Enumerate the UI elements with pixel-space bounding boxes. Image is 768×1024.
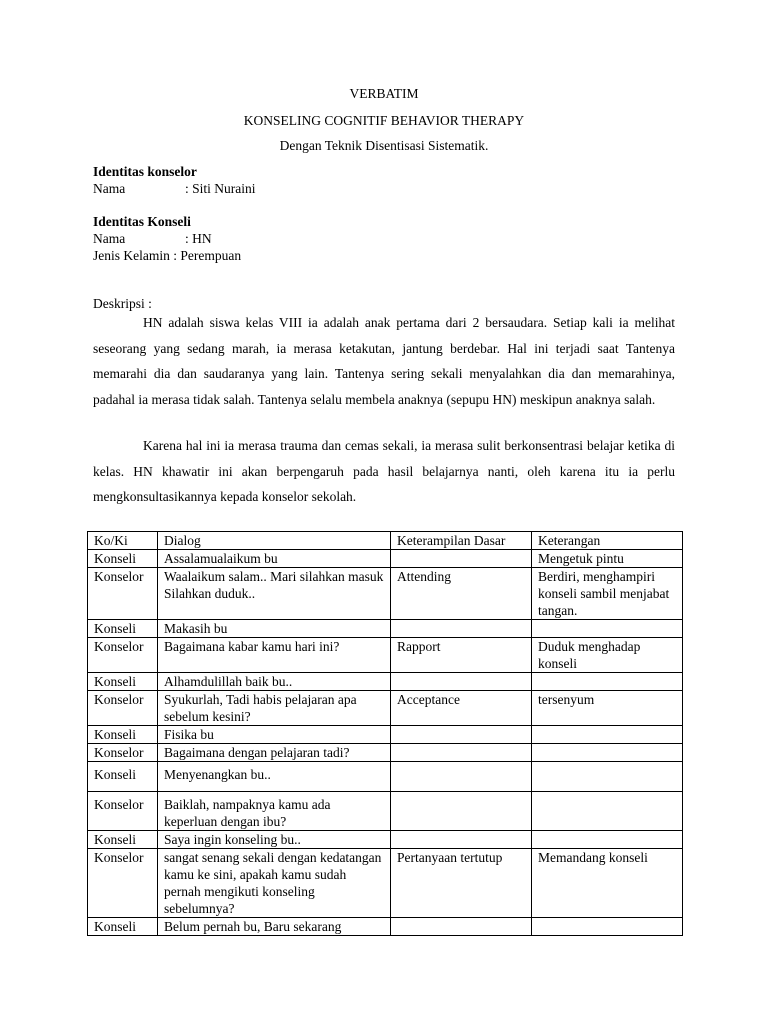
dialog-cell: Baiklah, nampaknya kamu ada keperluan dengan ibu? (158, 792, 391, 831)
skill-cell (391, 792, 532, 831)
skill-cell: Rapport (391, 638, 532, 673)
konselor-name-value: : Siti Nuraini (185, 181, 256, 196)
speaker-cell: Konselor (88, 744, 158, 762)
skill-cell: Acceptance (391, 691, 532, 726)
dialog-cell: Fisika bu (158, 726, 391, 744)
speaker-cell: Konselor (88, 638, 158, 673)
dialog-table (87, 531, 683, 936)
konselor-name-row (93, 181, 256, 197)
table-row (88, 638, 683, 673)
skill-cell (391, 918, 532, 936)
note-cell: Memandang konseli (532, 849, 683, 918)
note-cell (532, 726, 683, 744)
table-row (88, 550, 683, 568)
speaker-cell: Konselor (88, 568, 158, 620)
table-row (88, 568, 683, 620)
dialog-cell: Saya ingin konseling bu.. (158, 831, 391, 849)
speaker-cell: Konseli (88, 726, 158, 744)
speaker-cell: Konseli (88, 673, 158, 691)
konseli-heading: Identitas Konseli (93, 214, 191, 229)
skill-cell (391, 726, 532, 744)
header-cell-keterampilan: Keterampilan Dasar (391, 532, 532, 550)
dialog-cell: Belum pernah bu, Baru sekarang (158, 918, 391, 936)
konseli-gender-label: Jenis Kelamin (93, 248, 170, 263)
dialog-cell: sangat senang sekali dengan kedatangan kamu ke sini, apakah kamu sudah pernah mengikuti konseling sebelumnya? (158, 849, 391, 918)
speaker-cell: Konselor (88, 792, 158, 831)
note-cell (532, 918, 683, 936)
dialog-cell: Bagaimana dengan pelajaran tadi? (158, 744, 391, 762)
konseli-name-label: Nama (93, 231, 126, 246)
table-row (88, 691, 683, 726)
table-header-row (88, 532, 683, 550)
note-cell (532, 673, 683, 691)
table-row (88, 744, 683, 762)
document-title: VERBATIM (349, 86, 419, 101)
document-technique: Dengan Teknik Disentisasi Sistematik. (279, 138, 489, 153)
dialog-cell: Menyenangkan bu.. (158, 762, 391, 792)
note-cell (532, 831, 683, 849)
deskripsi-paragraph-2-text: Karena hal ini ia merasa trauma dan cemas sekali, ia merasa sulit berkonsentrasi belajar ketika di kelas. HN khawatir ini akan berpengaruh pada hasil belajarnya nanti, oleh karena itu ia perlu mengkonsultasikannya kepada konselor sekolah. (93, 438, 675, 504)
table-row (88, 831, 683, 849)
dialog-cell: Waalaikum salam.. Mari silahkan masuk Silahkan duduk.. (158, 568, 391, 620)
skill-cell (391, 831, 532, 849)
dialog-cell: Makasih bu (158, 620, 391, 638)
note-cell (532, 620, 683, 638)
konselor-heading: Identitas konselor (93, 164, 197, 179)
dialog-cell: Assalamualaikum bu (158, 550, 391, 568)
skill-cell: Attending (391, 568, 532, 620)
header-cell-dialog: Dialog (158, 532, 391, 550)
dialog-cell: Alhamdulillah baik bu.. (158, 673, 391, 691)
table-row (88, 762, 683, 792)
table-row (88, 620, 683, 638)
deskripsi-paragraph-1-text: HN adalah siswa kelas VIII ia adalah anak pertama dari 2 bersaudara. Setiap kali ia melihat seseorang yang sedang marah, ia merasa ketakutan, jantung berdebar. Hal ini terjadi saat Tantenya memarahi dia dan saudaranya yang lain. Tantenya sering sekali menyalahkan dia dan memarahinya, padahal ia merasa tidak salah. Tantenya selalu membela anaknya (sepupu HN) meskipun anaknya salah. (93, 315, 675, 407)
note-cell: tersenyum (532, 691, 683, 726)
skill-cell (391, 550, 532, 568)
speaker-cell: Konseli (88, 550, 158, 568)
table-row (88, 918, 683, 936)
skill-cell (391, 744, 532, 762)
table-row (88, 673, 683, 691)
document-subtitle: KONSELING COGNITIF BEHAVIOR THERAPY (243, 113, 525, 128)
konseli-gender-row (93, 248, 241, 264)
speaker-cell: Konseli (88, 620, 158, 638)
skill-cell (391, 673, 532, 691)
note-cell: Berdiri, menghampiri konseli sambil menjabat tangan. (532, 568, 683, 620)
header-cell-keterangan: Keterangan (532, 532, 683, 550)
speaker-cell: Konseli (88, 762, 158, 792)
note-cell: Duduk menghadap konseli (532, 638, 683, 673)
deskripsi-paragraph-2 (93, 433, 675, 510)
dialog-cell: Bagaimana kabar kamu hari ini? (158, 638, 391, 673)
konselor-name-label: Nama (93, 181, 126, 196)
note-cell (532, 762, 683, 792)
dialog-cell: Syukurlah, Tadi habis pelajaran apa sebelum kesini? (158, 691, 391, 726)
skill-cell: Pertanyaan tertutup (391, 849, 532, 918)
konseli-gender-value: : Perempuan (173, 248, 242, 263)
table-row (88, 792, 683, 831)
note-cell (532, 744, 683, 762)
note-cell (532, 792, 683, 831)
speaker-cell: Konseli (88, 918, 158, 936)
deskripsi-paragraph-1 (93, 310, 675, 412)
skill-cell (391, 620, 532, 638)
konseli-name-value: : HN (185, 231, 212, 246)
table-row (88, 849, 683, 918)
speaker-cell: Konselor (88, 849, 158, 918)
konseli-name-row (93, 231, 212, 247)
speaker-cell: Konseli (88, 831, 158, 849)
note-cell: Mengetuk pintu (532, 550, 683, 568)
table-row (88, 726, 683, 744)
header-cell-ko-ki: Ko/Ki (88, 532, 158, 550)
speaker-cell: Konselor (88, 691, 158, 726)
skill-cell (391, 762, 532, 792)
deskripsi-label: Deskripsi : (93, 296, 152, 311)
